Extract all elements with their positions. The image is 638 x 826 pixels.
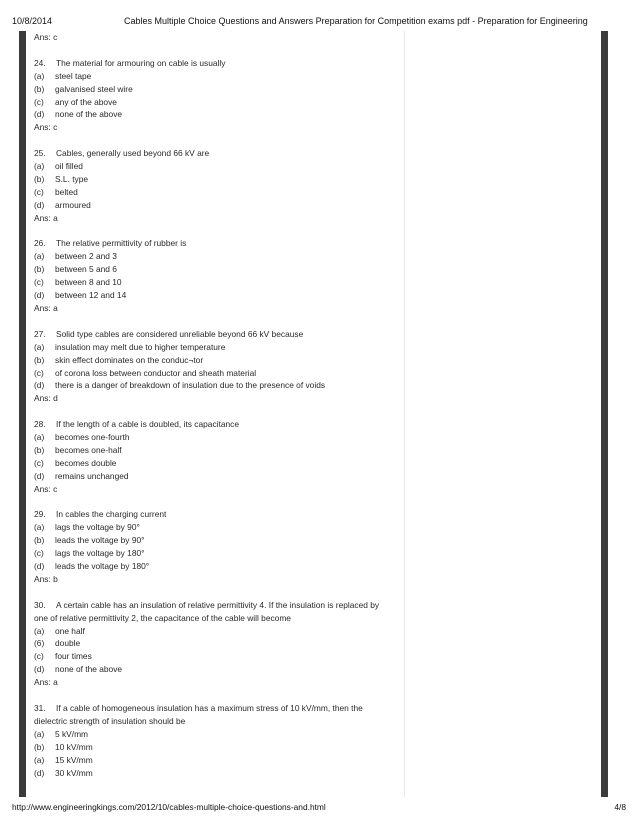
option-label: (6) bbox=[34, 638, 45, 649]
option-label: (c) bbox=[34, 186, 44, 197]
option-text: skin effect dominates on the conduc¬tor bbox=[55, 354, 204, 365]
option-text: insulation may melt due to higher temperature bbox=[55, 341, 226, 352]
option-text: lags the voltage by 90° bbox=[55, 522, 140, 533]
question-block bbox=[34, 599, 402, 689]
option-label: (b) bbox=[34, 173, 45, 184]
question-block bbox=[34, 508, 402, 585]
option-text: between 5 and 6 bbox=[55, 264, 117, 275]
option-line bbox=[34, 663, 402, 676]
option-label: (b) bbox=[34, 264, 45, 275]
option-text: 10 kV/mm bbox=[55, 741, 93, 752]
option-text: double bbox=[55, 638, 81, 649]
option-line bbox=[34, 186, 402, 199]
question-line bbox=[34, 702, 402, 715]
question-block bbox=[34, 147, 402, 224]
question-line bbox=[34, 57, 402, 70]
question-block bbox=[34, 237, 402, 314]
question-block bbox=[34, 328, 402, 405]
question-number: 27. bbox=[34, 328, 46, 339]
question-number: 25. bbox=[34, 148, 46, 159]
option-text: none of the above bbox=[55, 664, 123, 675]
question-block bbox=[34, 57, 402, 134]
question-number: 26. bbox=[34, 238, 46, 249]
option-label: (a) bbox=[34, 728, 45, 739]
option-text: between 8 and 10 bbox=[55, 277, 122, 288]
answer-line: Ans: a bbox=[34, 212, 58, 223]
header-date: 10/8/2014 bbox=[12, 16, 53, 26]
option-line bbox=[34, 754, 402, 767]
question-line bbox=[34, 418, 402, 431]
option-label: (a) bbox=[34, 161, 45, 172]
left-margin-bar bbox=[19, 31, 26, 797]
option-text: galvanised steel wire bbox=[55, 83, 133, 94]
option-text: 15 kV/mm bbox=[55, 754, 93, 765]
option-label: (b) bbox=[34, 444, 45, 455]
question-text: Solid type cables are considered unreliable beyond 66 kV because bbox=[56, 328, 304, 339]
answer-line: Ans: c bbox=[34, 32, 58, 42]
option-text: S.L. type bbox=[55, 173, 89, 184]
question-text: In cables the charging current bbox=[56, 509, 167, 520]
option-text: of corona loss between conductor and sheath material bbox=[55, 367, 257, 378]
option-line bbox=[34, 70, 402, 83]
question-line bbox=[34, 237, 402, 250]
option-label: (a) bbox=[34, 251, 45, 262]
answer-line: Ans: a bbox=[34, 677, 58, 688]
question-block bbox=[34, 418, 402, 495]
question-text-continued: dielectric strength of insulation should be bbox=[34, 715, 186, 726]
question-block bbox=[34, 702, 402, 779]
question-list bbox=[34, 57, 402, 780]
option-text: remains unchanged bbox=[55, 470, 129, 481]
option-text: oil filled bbox=[55, 161, 83, 172]
option-label: (c) bbox=[34, 548, 44, 559]
page-footer bbox=[0, 800, 638, 826]
option-line bbox=[34, 199, 402, 212]
option-line bbox=[34, 341, 402, 354]
question-text-continued: one of relative permittivity 2, the capacitance of the cable will become bbox=[34, 612, 291, 623]
question-number: 31. bbox=[34, 703, 46, 713]
option-label: (a) bbox=[34, 522, 45, 533]
option-label: (d) bbox=[34, 664, 45, 675]
question-number: 29. bbox=[34, 509, 46, 520]
answer-line: Ans: c bbox=[34, 483, 58, 494]
option-label: (a) bbox=[34, 625, 45, 636]
option-line bbox=[34, 625, 402, 638]
option-label: (b) bbox=[34, 83, 45, 94]
option-line bbox=[34, 289, 402, 302]
answer-line: Ans: a bbox=[34, 302, 58, 313]
option-line bbox=[34, 534, 402, 547]
option-text: becomes one-half bbox=[55, 444, 122, 455]
answer-line: Ans: c bbox=[34, 122, 58, 133]
question-number: 28. bbox=[34, 419, 46, 430]
question-text: Cables, generally used beyond 66 kV are bbox=[56, 148, 210, 159]
option-label: (a) bbox=[34, 341, 45, 352]
option-label: (c) bbox=[34, 277, 44, 288]
answer-line: Ans: b bbox=[34, 573, 58, 584]
option-label: (a) bbox=[34, 70, 45, 81]
question-line bbox=[34, 599, 402, 612]
question-number: 24. bbox=[34, 57, 46, 68]
option-line bbox=[34, 728, 402, 741]
option-text: four times bbox=[55, 651, 92, 662]
option-line bbox=[34, 173, 402, 186]
question-text: If the length of a cable is doubled, its capacitance bbox=[56, 419, 239, 430]
option-line bbox=[34, 431, 402, 444]
option-label: (d) bbox=[34, 380, 45, 391]
option-label: (a) bbox=[34, 754, 45, 765]
option-line bbox=[34, 767, 402, 780]
page-number: 4/8 bbox=[614, 802, 626, 812]
option-line bbox=[34, 160, 402, 173]
option-text: any of the above bbox=[55, 96, 117, 107]
answer-line: Ans: d bbox=[34, 393, 58, 404]
option-text: none of the above bbox=[55, 109, 123, 120]
option-label: (d) bbox=[34, 767, 45, 778]
option-label: (c) bbox=[34, 96, 44, 107]
option-label: (b) bbox=[34, 354, 45, 365]
footer-url[interactable]: http://www.engineeringkings.com/2012/10/cables-multiple-choice-questions-and.html bbox=[12, 802, 326, 812]
question-line bbox=[34, 147, 402, 160]
question-line bbox=[34, 508, 402, 521]
question-text: The material for armouring on cable is usually bbox=[56, 57, 226, 68]
option-line bbox=[34, 650, 402, 663]
column-divider bbox=[404, 31, 405, 797]
option-label: (a) bbox=[34, 432, 45, 443]
option-label: (d) bbox=[34, 290, 45, 301]
option-text: leads the voltage by 180° bbox=[55, 561, 150, 572]
option-line bbox=[34, 547, 402, 560]
option-text: becomes double bbox=[55, 457, 117, 468]
option-label: (c) bbox=[34, 651, 44, 662]
option-line bbox=[34, 367, 402, 380]
option-label: (b) bbox=[34, 741, 45, 752]
question-text: The relative permittivity of rubber is bbox=[56, 238, 187, 249]
option-text: becomes one-fourth bbox=[55, 432, 130, 443]
option-text: lags the voltage by 180° bbox=[55, 548, 145, 559]
option-text: leads the voltage by 90° bbox=[55, 535, 145, 546]
document-body bbox=[34, 31, 402, 792]
answer-block bbox=[34, 31, 402, 44]
option-line bbox=[34, 263, 402, 276]
option-text: armoured bbox=[55, 199, 91, 210]
option-text: 5 kV/mm bbox=[55, 728, 89, 739]
option-line bbox=[34, 379, 402, 392]
option-text: steel tape bbox=[55, 70, 92, 81]
option-text: one half bbox=[55, 625, 85, 636]
option-line bbox=[34, 741, 402, 754]
question-number: 30. bbox=[34, 599, 46, 610]
option-line bbox=[34, 276, 402, 289]
option-line bbox=[34, 250, 402, 263]
option-label: (d) bbox=[34, 470, 45, 481]
option-line bbox=[34, 444, 402, 457]
option-line bbox=[34, 637, 402, 650]
option-line bbox=[34, 470, 402, 483]
option-text: there is a danger of breakdown of insulation due to the presence of voids bbox=[55, 380, 326, 391]
option-line bbox=[34, 354, 402, 367]
page-header bbox=[0, 0, 638, 28]
right-margin-bar bbox=[601, 31, 608, 797]
option-line bbox=[34, 96, 402, 109]
option-line bbox=[34, 83, 402, 96]
option-text: 30 kV/mm bbox=[55, 767, 93, 778]
option-line bbox=[34, 457, 402, 470]
option-label: (d) bbox=[34, 109, 45, 120]
question-text: If a cable of homogeneous insulation has a maximum stress of 10 kV/mm, then the bbox=[56, 703, 363, 713]
option-line bbox=[34, 521, 402, 534]
option-label: (c) bbox=[34, 457, 44, 468]
question-text: A certain cable has an insulation of relative permittivity 4. If the insulation is replaced by bbox=[56, 599, 380, 610]
option-text: belted bbox=[55, 186, 78, 197]
option-text: between 12 and 14 bbox=[55, 290, 127, 301]
option-label: (d) bbox=[34, 199, 45, 210]
option-label: (b) bbox=[34, 535, 45, 546]
option-label: (d) bbox=[34, 561, 45, 572]
option-label: (c) bbox=[34, 367, 44, 378]
question-line bbox=[34, 328, 402, 341]
option-line bbox=[34, 560, 402, 573]
option-line bbox=[34, 108, 402, 121]
option-text: between 2 and 3 bbox=[55, 251, 117, 262]
header-title: Cables Multiple Choice Questions and Answers Preparation for Competition exams pdf - Preparation for Engineering bbox=[124, 16, 588, 26]
